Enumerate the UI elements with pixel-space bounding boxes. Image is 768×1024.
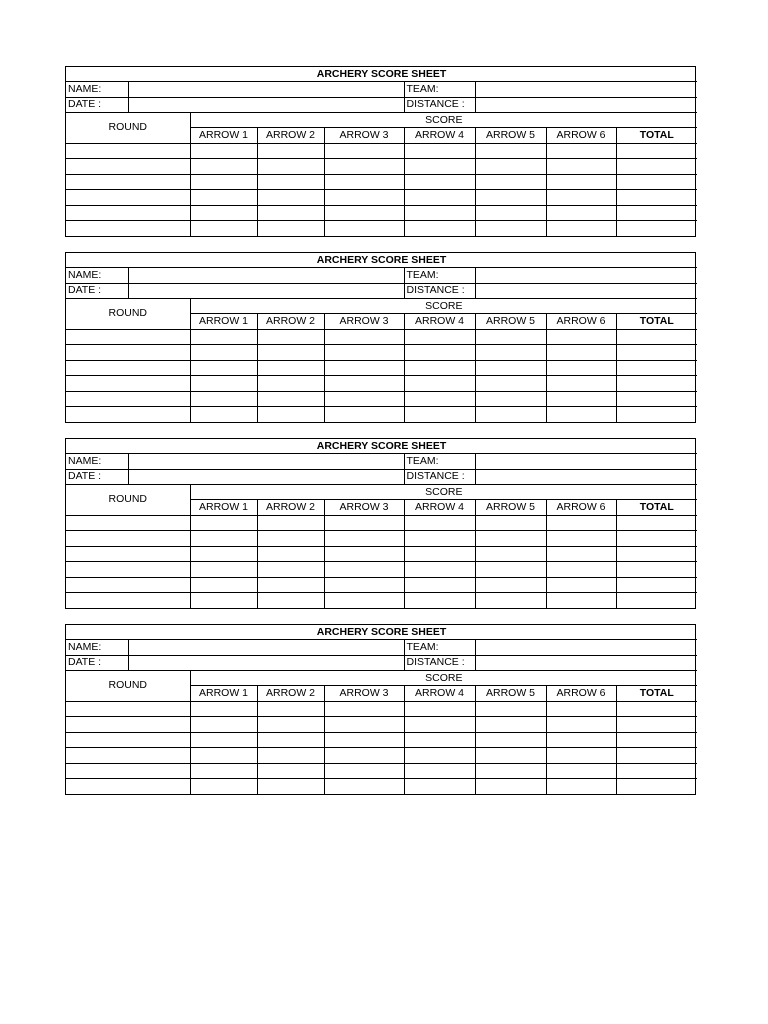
- score-cell-total[interactable]: [616, 701, 697, 717]
- sheet-title: ARCHERY SCORE SHEET: [66, 439, 697, 454]
- distance-label: DISTANCE :: [404, 283, 475, 298]
- score-cell-arrow-6[interactable]: [546, 174, 616, 190]
- table-row: [66, 763, 697, 779]
- score-cell-arrow-3[interactable]: [324, 391, 404, 407]
- score-cell-arrow-5[interactable]: [475, 546, 546, 562]
- score-cell-arrow-6[interactable]: [546, 190, 616, 206]
- round-cell[interactable]: [66, 763, 190, 779]
- score-cell-arrow-3[interactable]: [324, 360, 404, 376]
- column-header-arrow-2: ARROW 2: [257, 128, 324, 143]
- score-cell-arrow-5[interactable]: [475, 329, 546, 345]
- score-cell-arrow-2[interactable]: [257, 190, 324, 206]
- score-cell-arrow-6[interactable]: [546, 701, 616, 717]
- round-cell[interactable]: [66, 190, 190, 206]
- score-cell-arrow-4[interactable]: [404, 515, 475, 531]
- table-row: [66, 407, 697, 422]
- column-header-arrow-1: ARROW 1: [190, 128, 257, 143]
- score-cell-arrow-5[interactable]: [475, 577, 546, 593]
- column-header-total: TOTAL: [616, 500, 697, 515]
- round-cell[interactable]: [66, 748, 190, 764]
- score-cell-total[interactable]: [616, 748, 697, 764]
- score-table: [66, 253, 697, 422]
- column-header-arrow-5: ARROW 5: [475, 314, 546, 329]
- sheet-title: ARCHERY SCORE SHEET: [66, 625, 697, 640]
- score-cell-arrow-6[interactable]: [546, 732, 616, 748]
- score-cell-arrow-2[interactable]: [257, 391, 324, 407]
- score-cell-arrow-3[interactable]: [324, 717, 404, 733]
- score-cell-arrow-6[interactable]: [546, 515, 616, 531]
- table-row: [66, 732, 697, 748]
- score-header: SCORE: [190, 485, 697, 500]
- team-field[interactable]: [475, 640, 697, 655]
- score-cell-total[interactable]: [616, 221, 697, 236]
- score-cell-arrow-1[interactable]: [190, 159, 257, 175]
- score-cell-arrow-6[interactable]: [546, 717, 616, 733]
- score-cell-arrow-2[interactable]: [257, 763, 324, 779]
- table-row: [66, 701, 697, 717]
- score-cell-arrow-1[interactable]: [190, 763, 257, 779]
- score-cell-arrow-3[interactable]: [324, 345, 404, 361]
- round-cell[interactable]: [66, 174, 190, 190]
- column-header-arrow-1: ARROW 1: [190, 686, 257, 701]
- round-cell[interactable]: [66, 732, 190, 748]
- score-cell-total[interactable]: [616, 577, 697, 593]
- score-cell-arrow-4[interactable]: [404, 562, 475, 578]
- column-header-arrow-4: ARROW 4: [404, 500, 475, 515]
- date-field[interactable]: [128, 655, 404, 670]
- score-cell-total[interactable]: [616, 779, 697, 794]
- round-cell[interactable]: [66, 360, 190, 376]
- score-cell-arrow-5[interactable]: [475, 593, 546, 608]
- score-cell-arrow-6[interactable]: [546, 205, 616, 221]
- column-header-arrow-6: ARROW 6: [546, 314, 616, 329]
- score-cell-arrow-6[interactable]: [546, 329, 616, 345]
- score-cell-arrow-4[interactable]: [404, 717, 475, 733]
- archery-score-sheet-3: [65, 438, 696, 609]
- name-field[interactable]: [128, 640, 404, 655]
- table-row: [66, 717, 697, 733]
- team-field[interactable]: [475, 82, 697, 97]
- score-header: SCORE: [190, 113, 697, 128]
- score-cell-total[interactable]: [616, 360, 697, 376]
- column-header-total: TOTAL: [616, 314, 697, 329]
- score-cell-total[interactable]: [616, 329, 697, 345]
- column-header-arrow-4: ARROW 4: [404, 686, 475, 701]
- score-cell-arrow-3[interactable]: [324, 531, 404, 547]
- table-row: [66, 143, 697, 159]
- score-cell-total[interactable]: [616, 515, 697, 531]
- score-cell-arrow-2[interactable]: [257, 701, 324, 717]
- score-cell-arrow-5[interactable]: [475, 732, 546, 748]
- column-header-arrow-2: ARROW 2: [257, 314, 324, 329]
- column-header-arrow-3: ARROW 3: [324, 500, 404, 515]
- distance-label: DISTANCE :: [404, 97, 475, 112]
- column-header-arrow-2: ARROW 2: [257, 686, 324, 701]
- score-header: SCORE: [190, 671, 697, 686]
- score-cell-arrow-3[interactable]: [324, 763, 404, 779]
- round-cell[interactable]: [66, 577, 190, 593]
- score-cell-arrow-3[interactable]: [324, 174, 404, 190]
- score-cell-arrow-6[interactable]: [546, 763, 616, 779]
- score-cell-arrow-3[interactable]: [324, 159, 404, 175]
- distance-label: DISTANCE :: [404, 469, 475, 484]
- score-cell-arrow-4[interactable]: [404, 779, 475, 794]
- column-header-arrow-3: ARROW 3: [324, 128, 404, 143]
- name-label: NAME:: [66, 454, 128, 469]
- column-header-arrow-6: ARROW 6: [546, 128, 616, 143]
- score-cell-arrow-4[interactable]: [404, 205, 475, 221]
- score-cell-arrow-6[interactable]: [546, 221, 616, 236]
- score-cell-arrow-5[interactable]: [475, 562, 546, 578]
- table-row: [66, 593, 697, 608]
- table-row: [66, 779, 697, 794]
- archery-score-sheet-4: [65, 624, 696, 795]
- score-cell-arrow-1[interactable]: [190, 779, 257, 794]
- score-cell-arrow-2[interactable]: [257, 329, 324, 345]
- column-header-total: TOTAL: [616, 686, 697, 701]
- score-cell-arrow-6[interactable]: [546, 407, 616, 422]
- score-cell-arrow-2[interactable]: [257, 221, 324, 236]
- date-label: DATE :: [66, 283, 128, 298]
- score-cell-arrow-1[interactable]: [190, 329, 257, 345]
- table-row: [66, 577, 697, 593]
- score-cell-total[interactable]: [616, 717, 697, 733]
- score-cell-arrow-5[interactable]: [475, 515, 546, 531]
- name-label: NAME:: [66, 640, 128, 655]
- table-row: [66, 329, 697, 345]
- archery-score-sheet-2: [65, 252, 696, 423]
- round-cell[interactable]: [66, 391, 190, 407]
- round-header: ROUND: [66, 299, 190, 330]
- score-cell-arrow-1[interactable]: [190, 593, 257, 608]
- team-label: TEAM:: [404, 82, 475, 97]
- score-cell-arrow-4[interactable]: [404, 531, 475, 547]
- score-cell-arrow-6[interactable]: [546, 345, 616, 361]
- round-cell[interactable]: [66, 205, 190, 221]
- score-cell-arrow-3[interactable]: [324, 562, 404, 578]
- score-cell-total[interactable]: [616, 546, 697, 562]
- score-cell-arrow-4[interactable]: [404, 593, 475, 608]
- score-cell-arrow-5[interactable]: [475, 360, 546, 376]
- score-cell-arrow-5[interactable]: [475, 205, 546, 221]
- score-cell-arrow-4[interactable]: [404, 732, 475, 748]
- distance-field[interactable]: [475, 655, 697, 670]
- score-cell-arrow-6[interactable]: [546, 531, 616, 547]
- distance-field[interactable]: [475, 97, 697, 112]
- score-cell-arrow-6[interactable]: [546, 360, 616, 376]
- team-label: TEAM:: [404, 640, 475, 655]
- score-cell-arrow-4[interactable]: [404, 701, 475, 717]
- score-cell-arrow-1[interactable]: [190, 376, 257, 392]
- score-cell-arrow-3[interactable]: [324, 143, 404, 159]
- score-cell-arrow-5[interactable]: [475, 174, 546, 190]
- score-cell-arrow-2[interactable]: [257, 360, 324, 376]
- score-cell-arrow-1[interactable]: [190, 143, 257, 159]
- name-field[interactable]: [128, 82, 404, 97]
- score-cell-total[interactable]: [616, 345, 697, 361]
- score-cell-arrow-6[interactable]: [546, 376, 616, 392]
- round-cell[interactable]: [66, 562, 190, 578]
- score-cell-arrow-1[interactable]: [190, 407, 257, 422]
- column-header-total: TOTAL: [616, 128, 697, 143]
- score-cell-arrow-3[interactable]: [324, 515, 404, 531]
- column-header-arrow-2: ARROW 2: [257, 500, 324, 515]
- score-cell-arrow-6[interactable]: [546, 562, 616, 578]
- score-cell-arrow-4[interactable]: [404, 407, 475, 422]
- score-cell-arrow-3[interactable]: [324, 205, 404, 221]
- score-cell-arrow-5[interactable]: [475, 391, 546, 407]
- round-header: ROUND: [66, 485, 190, 516]
- team-field[interactable]: [475, 454, 697, 469]
- score-cell-arrow-2[interactable]: [257, 407, 324, 422]
- round-cell[interactable]: [66, 329, 190, 345]
- score-cell-arrow-4[interactable]: [404, 360, 475, 376]
- score-cell-arrow-2[interactable]: [257, 577, 324, 593]
- score-cell-arrow-2[interactable]: [257, 205, 324, 221]
- score-cell-arrow-3[interactable]: [324, 748, 404, 764]
- score-cell-arrow-6[interactable]: [546, 391, 616, 407]
- score-cell-arrow-1[interactable]: [190, 190, 257, 206]
- column-header-arrow-6: ARROW 6: [546, 686, 616, 701]
- table-row: [66, 205, 697, 221]
- table-row: [66, 360, 697, 376]
- score-cell-arrow-5[interactable]: [475, 763, 546, 779]
- score-cell-arrow-5[interactable]: [475, 190, 546, 206]
- table-row: [66, 515, 697, 531]
- distance-label: DISTANCE :: [404, 655, 475, 670]
- score-cell-arrow-4[interactable]: [404, 190, 475, 206]
- score-cell-arrow-6[interactable]: [546, 748, 616, 764]
- score-cell-arrow-2[interactable]: [257, 376, 324, 392]
- score-cell-arrow-3[interactable]: [324, 329, 404, 345]
- date-label: DATE :: [66, 469, 128, 484]
- column-header-arrow-1: ARROW 1: [190, 500, 257, 515]
- table-row: [66, 174, 697, 190]
- score-cell-total[interactable]: [616, 205, 697, 221]
- score-cell-total[interactable]: [616, 143, 697, 159]
- score-cell-arrow-4[interactable]: [404, 763, 475, 779]
- date-label: DATE :: [66, 97, 128, 112]
- score-cell-total[interactable]: [616, 763, 697, 779]
- column-header-arrow-4: ARROW 4: [404, 128, 475, 143]
- round-cell[interactable]: [66, 345, 190, 361]
- score-cell-arrow-2[interactable]: [257, 546, 324, 562]
- column-header-arrow-6: ARROW 6: [546, 500, 616, 515]
- table-row: [66, 376, 697, 392]
- score-cell-arrow-1[interactable]: [190, 562, 257, 578]
- column-header-arrow-5: ARROW 5: [475, 128, 546, 143]
- score-cell-arrow-6[interactable]: [546, 143, 616, 159]
- sheet-title: ARCHERY SCORE SHEET: [66, 67, 697, 82]
- score-cell-arrow-2[interactable]: [257, 159, 324, 175]
- round-cell[interactable]: [66, 376, 190, 392]
- score-cell-arrow-1[interactable]: [190, 360, 257, 376]
- score-header: SCORE: [190, 299, 697, 314]
- score-cell-arrow-3[interactable]: [324, 701, 404, 717]
- score-cell-arrow-3[interactable]: [324, 221, 404, 236]
- round-cell[interactable]: [66, 779, 190, 794]
- table-row: [66, 531, 697, 547]
- score-cell-arrow-1[interactable]: [190, 345, 257, 361]
- score-cell-arrow-2[interactable]: [257, 717, 324, 733]
- score-cell-arrow-2[interactable]: [257, 515, 324, 531]
- table-row: [66, 159, 697, 175]
- table-row: [66, 748, 697, 764]
- score-cell-arrow-1[interactable]: [190, 701, 257, 717]
- score-cell-arrow-4[interactable]: [404, 376, 475, 392]
- score-cell-arrow-4[interactable]: [404, 159, 475, 175]
- score-cell-total[interactable]: [616, 593, 697, 608]
- table-row: [66, 345, 697, 361]
- score-cell-arrow-1[interactable]: [190, 391, 257, 407]
- column-header-arrow-3: ARROW 3: [324, 314, 404, 329]
- score-cell-arrow-6[interactable]: [546, 577, 616, 593]
- score-cell-arrow-5[interactable]: [475, 779, 546, 794]
- score-cell-arrow-5[interactable]: [475, 143, 546, 159]
- score-cell-arrow-5[interactable]: [475, 717, 546, 733]
- archery-score-sheet-1: [65, 66, 696, 237]
- team-label: TEAM:: [404, 454, 475, 469]
- date-field[interactable]: [128, 97, 404, 112]
- score-cell-total[interactable]: [616, 174, 697, 190]
- score-cell-arrow-1[interactable]: [190, 546, 257, 562]
- score-cell-arrow-5[interactable]: [475, 376, 546, 392]
- score-cell-arrow-1[interactable]: [190, 732, 257, 748]
- round-cell[interactable]: [66, 221, 190, 236]
- team-label: TEAM:: [404, 268, 475, 283]
- score-cell-total[interactable]: [616, 562, 697, 578]
- score-cell-arrow-1[interactable]: [190, 717, 257, 733]
- score-cell-arrow-2[interactable]: [257, 345, 324, 361]
- score-cell-total[interactable]: [616, 531, 697, 547]
- score-cell-arrow-4[interactable]: [404, 143, 475, 159]
- distance-field[interactable]: [475, 469, 697, 484]
- column-header-arrow-3: ARROW 3: [324, 686, 404, 701]
- score-cell-arrow-5[interactable]: [475, 701, 546, 717]
- score-cell-arrow-5[interactable]: [475, 531, 546, 547]
- column-header-arrow-4: ARROW 4: [404, 314, 475, 329]
- round-cell[interactable]: [66, 701, 190, 717]
- table-row: [66, 190, 697, 206]
- score-cell-total[interactable]: [616, 376, 697, 392]
- score-cell-arrow-2[interactable]: [257, 593, 324, 608]
- table-row: [66, 546, 697, 562]
- round-cell[interactable]: [66, 531, 190, 547]
- score-cell-arrow-4[interactable]: [404, 345, 475, 361]
- date-label: DATE :: [66, 655, 128, 670]
- score-cell-arrow-3[interactable]: [324, 376, 404, 392]
- table-row: [66, 562, 697, 578]
- name-label: NAME:: [66, 268, 128, 283]
- score-cell-arrow-1[interactable]: [190, 221, 257, 236]
- score-cell-arrow-5[interactable]: [475, 221, 546, 236]
- score-cell-arrow-6[interactable]: [546, 593, 616, 608]
- score-cell-arrow-2[interactable]: [257, 562, 324, 578]
- score-cell-arrow-2[interactable]: [257, 732, 324, 748]
- name-field[interactable]: [128, 454, 404, 469]
- round-cell[interactable]: [66, 515, 190, 531]
- score-cell-arrow-1[interactable]: [190, 174, 257, 190]
- table-row: [66, 221, 697, 236]
- name-label: NAME:: [66, 82, 128, 97]
- score-cell-arrow-3[interactable]: [324, 593, 404, 608]
- date-field[interactable]: [128, 469, 404, 484]
- score-cell-arrow-4[interactable]: [404, 329, 475, 345]
- score-cell-arrow-4[interactable]: [404, 748, 475, 764]
- score-cell-total[interactable]: [616, 190, 697, 206]
- date-field[interactable]: [128, 283, 404, 298]
- score-cell-arrow-6[interactable]: [546, 779, 616, 794]
- score-cell-arrow-3[interactable]: [324, 732, 404, 748]
- score-cell-arrow-5[interactable]: [475, 345, 546, 361]
- score-cell-arrow-1[interactable]: [190, 531, 257, 547]
- score-cell-arrow-4[interactable]: [404, 221, 475, 236]
- score-cell-arrow-2[interactable]: [257, 174, 324, 190]
- score-cell-arrow-2[interactable]: [257, 531, 324, 547]
- score-cell-total[interactable]: [616, 407, 697, 422]
- score-cell-arrow-2[interactable]: [257, 779, 324, 794]
- round-cell[interactable]: [66, 546, 190, 562]
- score-table: [66, 439, 697, 608]
- round-cell[interactable]: [66, 159, 190, 175]
- score-cell-arrow-4[interactable]: [404, 391, 475, 407]
- score-table: [66, 67, 697, 236]
- score-cell-total[interactable]: [616, 732, 697, 748]
- score-cell-total[interactable]: [616, 391, 697, 407]
- round-header: ROUND: [66, 671, 190, 702]
- score-cell-arrow-5[interactable]: [475, 407, 546, 422]
- score-cell-arrow-3[interactable]: [324, 190, 404, 206]
- score-cell-arrow-1[interactable]: [190, 205, 257, 221]
- score-cell-arrow-4[interactable]: [404, 577, 475, 593]
- distance-field[interactable]: [475, 283, 697, 298]
- score-cell-arrow-6[interactable]: [546, 546, 616, 562]
- score-cell-arrow-3[interactable]: [324, 779, 404, 794]
- score-cell-arrow-5[interactable]: [475, 159, 546, 175]
- column-header-arrow-1: ARROW 1: [190, 314, 257, 329]
- sheet-title: ARCHERY SCORE SHEET: [66, 253, 697, 268]
- score-cell-arrow-2[interactable]: [257, 748, 324, 764]
- column-header-arrow-5: ARROW 5: [475, 686, 546, 701]
- round-cell[interactable]: [66, 717, 190, 733]
- score-cell-arrow-1[interactable]: [190, 515, 257, 531]
- score-table: [66, 625, 697, 794]
- score-cell-arrow-5[interactable]: [475, 748, 546, 764]
- score-cell-arrow-4[interactable]: [404, 174, 475, 190]
- round-cell[interactable]: [66, 407, 190, 422]
- score-cell-arrow-3[interactable]: [324, 577, 404, 593]
- round-cell[interactable]: [66, 143, 190, 159]
- score-cell-arrow-3[interactable]: [324, 407, 404, 422]
- score-cell-arrow-1[interactable]: [190, 577, 257, 593]
- team-field[interactable]: [475, 268, 697, 283]
- name-field[interactable]: [128, 268, 404, 283]
- score-cell-arrow-1[interactable]: [190, 748, 257, 764]
- round-cell[interactable]: [66, 593, 190, 608]
- round-header: ROUND: [66, 113, 190, 144]
- score-cell-total[interactable]: [616, 159, 697, 175]
- score-cell-arrow-2[interactable]: [257, 143, 324, 159]
- score-cell-arrow-4[interactable]: [404, 546, 475, 562]
- score-cell-arrow-3[interactable]: [324, 546, 404, 562]
- table-row: [66, 391, 697, 407]
- score-cell-arrow-6[interactable]: [546, 159, 616, 175]
- column-header-arrow-5: ARROW 5: [475, 500, 546, 515]
